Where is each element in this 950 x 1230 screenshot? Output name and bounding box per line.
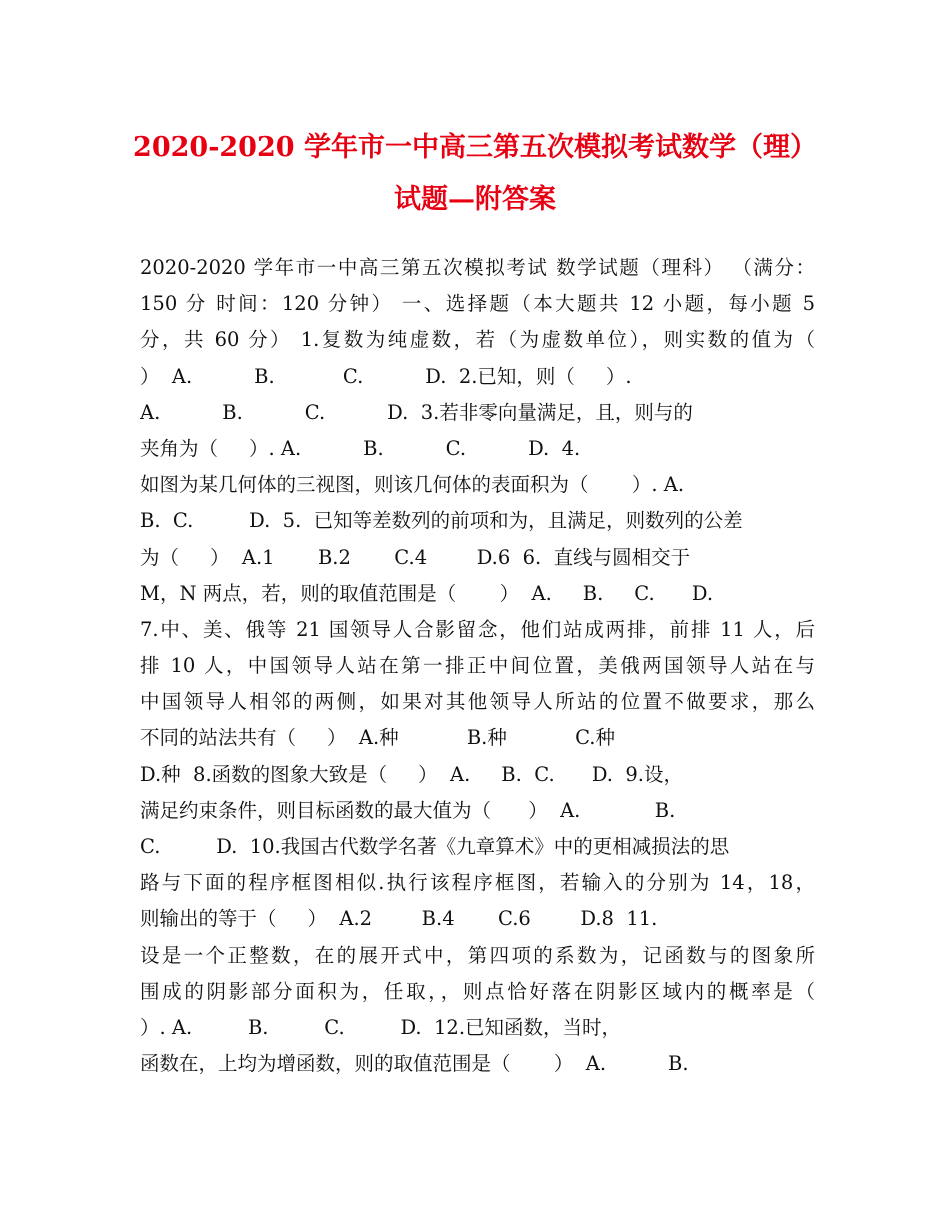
body-line: M，N 两点，若，则的取值范围是（ ） A. B. C. D. (140, 581, 714, 605)
body-line: C. D. 10.我国古代数学名著《九章算术》中的更相减损法的思 (140, 835, 730, 858)
body-line: 150 分 时间：120 分钟） 一、选择题（本大题共 12 小题，每小题 5 (140, 292, 815, 316)
body-line: 排 10 人，中国领导人站在第一排正中间位置，美俄两国领导人站在与 (140, 654, 815, 678)
body-line: 2020-2020 学年市一中高三第五次模拟考试 数学试题（理科） （满分： (140, 256, 815, 279)
body-line: B. C. D. 5. 已知等差数列的前项和为，且满足，则数列的公差 (140, 509, 743, 533)
body-line: 不同的站法共有（ ） A.种 B.种 C.种 (140, 726, 615, 750)
document-body (140, 250, 815, 1082)
body-line: ） A. B. C. D. 2.已知，则（ ）. (140, 364, 632, 388)
document-title-line-2: 试题—附答案 (394, 184, 556, 215)
body-line: 设是一个正整数，在的展开式中，第四项的系数为，记函数与的图象所 (140, 943, 815, 967)
body-line: 满足约束条件，则目标函数的最大值为（ ） A. B. (140, 798, 676, 822)
body-line: 夹角为（ ）. A. B. C. D. 4. (140, 436, 581, 460)
body-line: 如图为某几何体的三视图，则该几何体的表面积为（ ）. A. (140, 473, 685, 497)
body-line: 为（ ） A.1 B.2 C.4 D.6 6. 直线与圆相交于 (140, 545, 691, 569)
body-line: 7.中、美、俄等 21 国领导人合影留念，他们站成两排，前排 11 人，后 (140, 617, 815, 641)
body-line: 围成的阴影部分面积为，任取，，则点恰好落在阴影区域内的概率是（ (140, 979, 815, 1003)
document-title-line-1: 2020-2020 学年市一中高三第五次模拟考试数学（理） (133, 132, 817, 163)
body-line: 则输出的等于（ ） A.2 B.4 C.6 D.8 11. (140, 907, 658, 931)
body-line: 分，共 60 分） 1.复数为纯虚数，若（为虚数单位），则实数的值为（ (140, 328, 815, 352)
body-line: 路与下面的程序框图相似.执行该程序框图，若输入的分别为 14，18， (140, 871, 815, 895)
body-line: ）. A. B. C. D. 12.已知函数，当时， (140, 1015, 622, 1039)
body-line: 函数在，上均为增函数，则的取值范围是（ ） A. B. (140, 1052, 689, 1076)
body-line: 中国领导人相邻的两侧，如果对其他领导人所站的位置不做要求，那么 (140, 690, 815, 714)
body-line: D.种 8.函数的图象大致是（ ） A. B. C. D. 9.设， (140, 762, 683, 786)
body-line: A. B. C. D. 3.若非零向量满足，且，则与的 (140, 400, 693, 424)
